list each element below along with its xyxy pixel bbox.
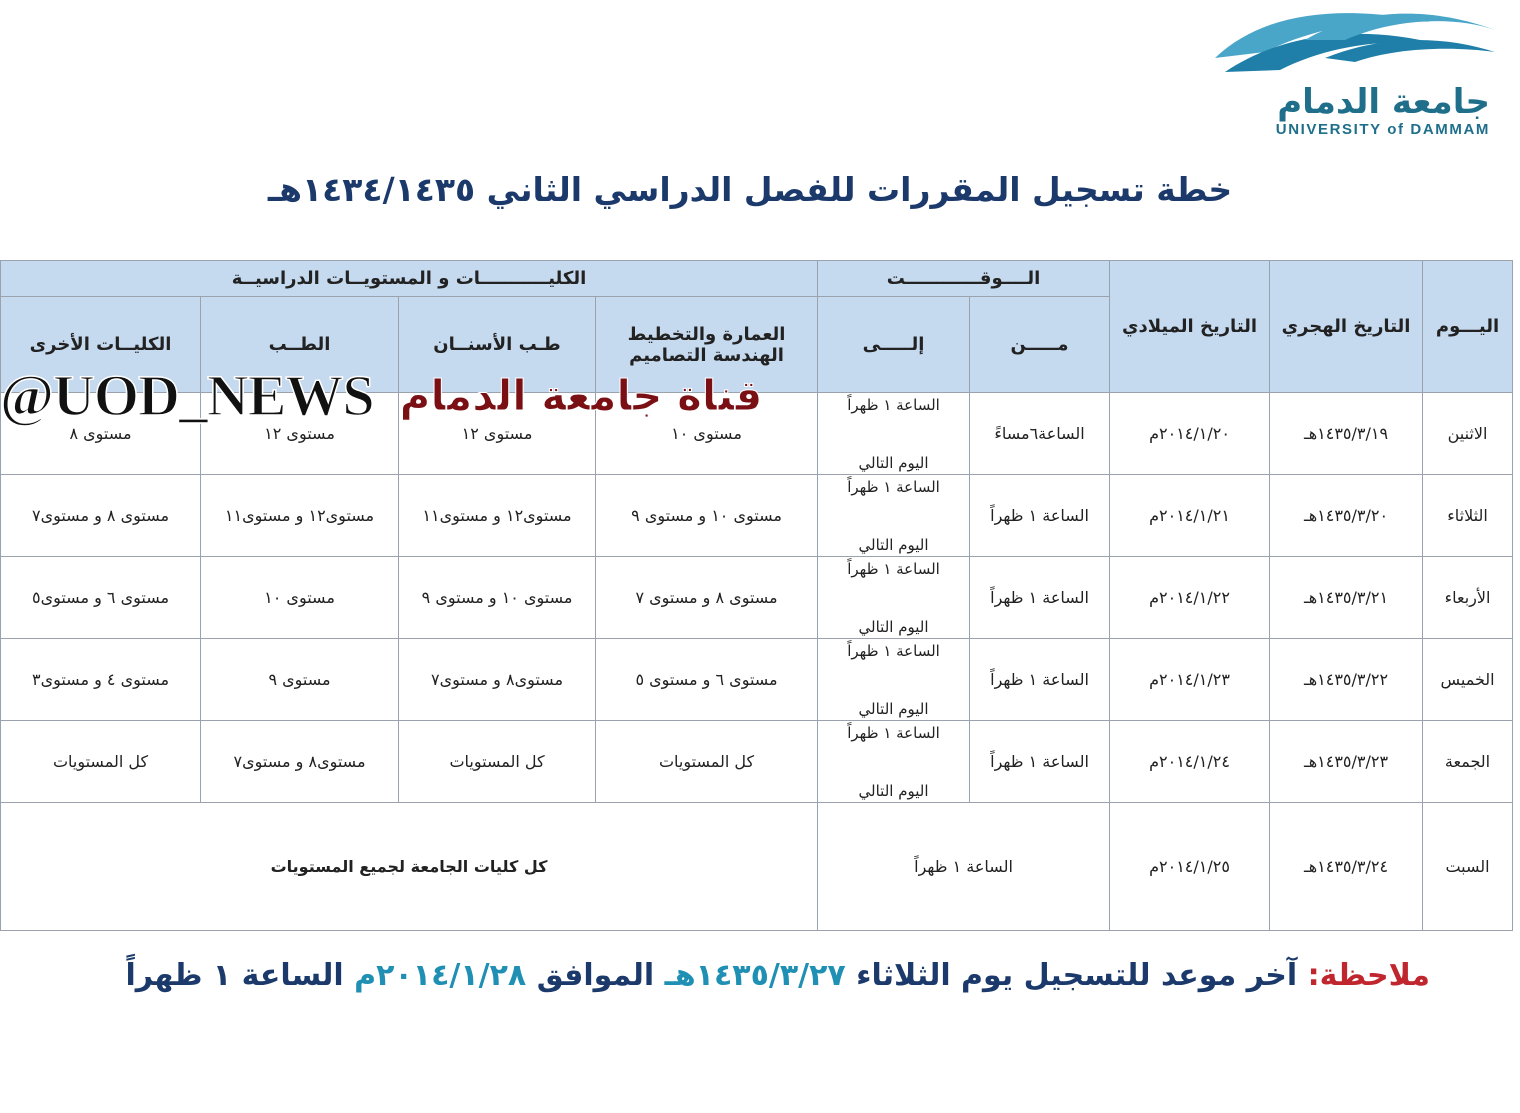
cell-day: الأربعاء xyxy=(1423,557,1513,639)
header-from: مـــــن xyxy=(970,297,1110,393)
table-row xyxy=(1,557,1513,639)
cell-engineering: مستوى ١٠ xyxy=(596,393,818,475)
header-medicine: الطــب xyxy=(201,297,399,393)
cell-dentistry: كل المستويات xyxy=(399,721,596,803)
cell-gregorian: ٢٠١٤/١/٢٢م xyxy=(1110,557,1270,639)
cell-hijri: ١٤٣٥/٣/٢٣هـ xyxy=(1270,721,1423,803)
cell-to-time: الساعة ١ ظهراً xyxy=(847,559,940,578)
cell-hijri: ١٤٣٥/٣/١٩هـ xyxy=(1270,393,1423,475)
cell-day: الجمعة xyxy=(1423,721,1513,803)
cell-gregorian: ٢٠١٤/١/٢٤م xyxy=(1110,721,1270,803)
cell-to-day: اليوم التالي xyxy=(858,699,929,718)
cell-medicine: مستوى ١٠ xyxy=(201,557,399,639)
header-hijri: التاريخ الهجري xyxy=(1270,261,1423,393)
cell-other: مستوى ٨ xyxy=(1,393,201,475)
registration-schedule-table xyxy=(0,260,1513,931)
cell-engineering: مستوى ٦ و مستوى ٥ xyxy=(596,639,818,721)
cell-from: الساعة٦مساءً xyxy=(970,393,1110,475)
cell-dentistry: مستوى ١٢ xyxy=(399,393,596,475)
note-label: ملاحظة: xyxy=(1307,958,1430,993)
header-colleges: الكليـــــــــــات و المستويــات الدراسيــة xyxy=(1,261,818,297)
cell-to-time: الساعة ١ ظهراً xyxy=(847,477,940,496)
cell-all-colleges: كل كليات الجامعة لجميع المستويات xyxy=(1,803,818,931)
cell-day: الخميس xyxy=(1423,639,1513,721)
cell-day: السبت xyxy=(1423,803,1513,931)
cell-to-day: اليوم التالي xyxy=(858,781,929,800)
cell-to-day: اليوم التالي xyxy=(858,617,929,636)
cell-from: الساعة ١ ظهراً xyxy=(970,557,1110,639)
cell-to-time: الساعة ١ ظهراً xyxy=(847,723,940,742)
cell-gregorian: ٢٠١٤/١/٢٣م xyxy=(1110,639,1270,721)
table-row xyxy=(1,639,1513,721)
logo-arabic-text: جامعة الدمام xyxy=(1277,82,1490,122)
header-time: الــــوقــــــــــــت xyxy=(818,261,1110,297)
cell-to-day: اليوم التالي xyxy=(858,535,929,554)
watermark-handle: @UOD_NEWS xyxy=(0,362,374,428)
table-row xyxy=(1,393,1513,475)
note-text-2: الموافق xyxy=(526,958,665,993)
cell-from: الساعة ١ ظهراً xyxy=(970,639,1110,721)
logo-waves-icon xyxy=(1195,0,1510,80)
logo-english-text: UNIVERSITY of DAMMAM xyxy=(1275,121,1490,138)
header-dentistry: طـب الأسنــان xyxy=(399,297,596,393)
cell-engineering: كل المستويات xyxy=(596,721,818,803)
cell-gregorian: ٢٠١٤/١/٢٥م xyxy=(1110,803,1270,931)
cell-to xyxy=(818,475,970,557)
cell-dentistry: مستوى١٢ و مستوى١١ xyxy=(399,475,596,557)
table-row-last xyxy=(1,803,1513,931)
cell-engineering: مستوى ١٠ و مستوى ٩ xyxy=(596,475,818,557)
cell-hijri: ١٤٣٥/٣/٢١هـ xyxy=(1270,557,1423,639)
header-other: الكليــات الأخرى xyxy=(1,297,201,393)
cell-other: كل المستويات xyxy=(1,721,201,803)
header-row-top xyxy=(1,261,1513,297)
cell-medicine: مستوى ١٢ xyxy=(201,393,399,475)
cell-engineering: مستوى ٨ و مستوى ٧ xyxy=(596,557,818,639)
cell-hijri: ١٤٣٥/٣/٢٠هـ xyxy=(1270,475,1423,557)
cell-to xyxy=(818,557,970,639)
cell-to-time: الساعة ١ ظهراً xyxy=(847,641,940,660)
registration-note xyxy=(100,958,1430,993)
header-to: إلـــــى xyxy=(818,297,970,393)
cell-medicine: مستوى ٩ xyxy=(201,639,399,721)
cell-day: الاثنين xyxy=(1423,393,1513,475)
cell-medicine: مستوى٨ و مستوى٧ xyxy=(201,721,399,803)
cell-day: الثلاثاء xyxy=(1423,475,1513,557)
cell-hijri: ١٤٣٥/٣/٢٤هـ xyxy=(1270,803,1423,931)
header-gregorian: التاريخ الميلادي xyxy=(1110,261,1270,393)
cell-dentistry: مستوى ١٠ و مستوى ٩ xyxy=(399,557,596,639)
cell-other: مستوى ٨ و مستوى٧ xyxy=(1,475,201,557)
note-text-3: الساعة ١ ظهراً xyxy=(125,958,355,993)
note-text-1: آخر موعد للتسجيل يوم الثلاثاء xyxy=(845,958,1308,993)
cell-to-time: الساعة ١ ظهراً xyxy=(847,395,940,414)
table-row xyxy=(1,475,1513,557)
cell-other: مستوى ٦ و مستوى٥ xyxy=(1,557,201,639)
watermark-arabic: قناة جامعة الدمام xyxy=(399,370,763,420)
cell-to-day: اليوم التالي xyxy=(858,453,929,472)
cell-hijri: ١٤٣٥/٣/٢٢هـ xyxy=(1270,639,1423,721)
note-hijri-date: ١٤٣٥/٣/٢٧هـ xyxy=(664,958,846,993)
cell-from: الساعة ١ ظهراً xyxy=(970,721,1110,803)
university-logo xyxy=(1195,0,1510,150)
cell-medicine: مستوى١٢ و مستوى١١ xyxy=(201,475,399,557)
header-day: اليـــوم xyxy=(1423,261,1513,393)
cell-gregorian: ٢٠١٤/١/٢١م xyxy=(1110,475,1270,557)
cell-time: الساعة ١ ظهراً xyxy=(818,803,1110,931)
table-row xyxy=(1,721,1513,803)
page-title: خطة تسجيل المقررات للفصل الدراسي الثاني ١٤٣٤/١٤٣٥هـ xyxy=(267,170,1233,209)
note-gregorian-date: ٢٠١٤/١/٢٨م xyxy=(354,958,527,993)
cell-gregorian: ٢٠١٤/١/٢٠م xyxy=(1110,393,1270,475)
cell-to xyxy=(818,639,970,721)
cell-from: الساعة ١ ظهراً xyxy=(970,475,1110,557)
cell-other: مستوى ٤ و مستوى٣ xyxy=(1,639,201,721)
cell-dentistry: مستوى٨ و مستوى٧ xyxy=(399,639,596,721)
cell-to xyxy=(818,393,970,475)
header-engineering: العمارة والتخطيط الهندسة التصاميم xyxy=(596,297,818,393)
cell-to xyxy=(818,721,970,803)
